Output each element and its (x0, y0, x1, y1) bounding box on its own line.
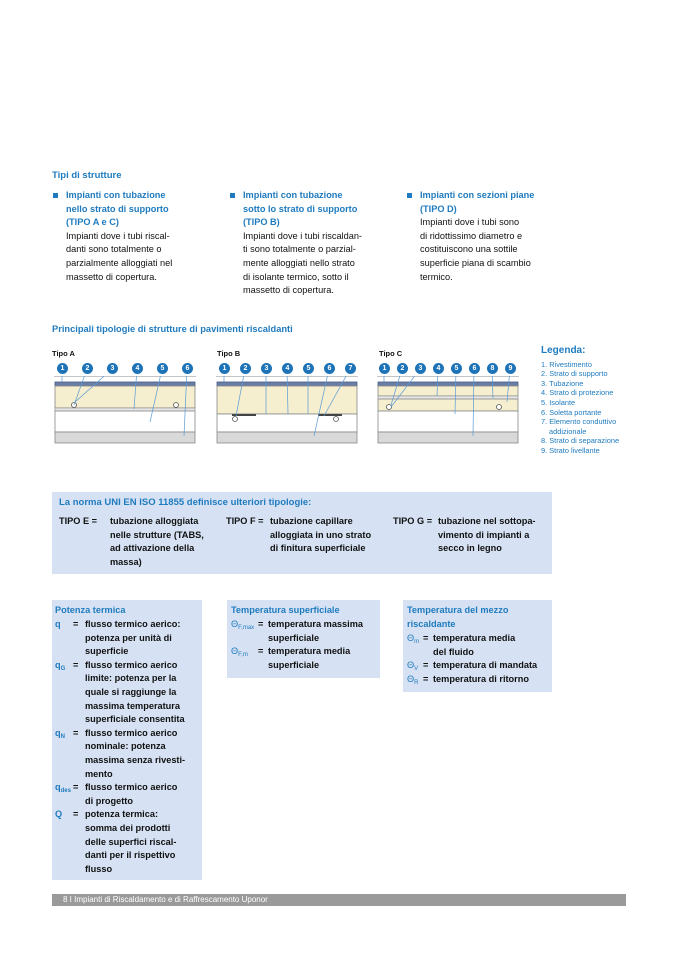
temp-mezzo-row-m: $\Theta_m$ = temperatura media del fluido (407, 633, 516, 657)
legend-item: 9. Strato livellante (541, 445, 600, 455)
marker-3: 3 (107, 363, 118, 374)
legend (541, 346, 619, 456)
diagram-label-c: Tipo C (379, 349, 403, 358)
marker-2: 2 (82, 363, 93, 374)
norma-title: La norma UNI EN ISO 11855 definisce ulteriori tipologie: (59, 497, 312, 508)
marker-5: 5 (157, 363, 168, 374)
temp-mezzo-row-v: $\Theta_V$ = temperatura di mandata (407, 660, 538, 673)
footer-text: 8 I Impianti di Riscaldamento e di Raffrescamento Uponor (63, 895, 268, 904)
potenza-row-qdes: $q_{des}$ = flusso termico aerico di progetto (55, 782, 178, 806)
marker-4: 4 (132, 363, 143, 374)
temp-sup-box (227, 600, 380, 678)
diagram-label-a: Tipo A (52, 349, 75, 358)
diagram-label-b: Tipo B (217, 349, 241, 358)
page-footer (52, 894, 626, 906)
potenza-row-q: q = flusso termico aerico: potenza per unità di superficie (55, 619, 181, 657)
marker-3: 3 (261, 363, 272, 374)
marker-9: 9 (505, 363, 516, 374)
potenza-row-qn: $q_N$ = flusso termico aerico nominale: potenza massima senza rivesti- mento (55, 727, 186, 779)
marker-7: 7 (345, 363, 356, 374)
legend-item: addizionale (549, 426, 587, 436)
legend-item: 8. Strato di separazione (541, 436, 620, 446)
legend-item: 4. Strato di protezione (541, 388, 614, 398)
section-title-tipologie: Principali tipologie di strutture di pavimenti riscaldanti (52, 324, 293, 334)
temp-sup-title: Temperatura superficiale (231, 605, 340, 615)
legend-item: 5. Isolante (541, 397, 576, 407)
floor-diagram-a (54, 376, 196, 444)
marker-4: 4 (282, 363, 293, 374)
temp-mezzo-box (403, 600, 552, 692)
potenza-row-qg: $q_G$ = flusso termico aerico limite: potenza per la quale si raggiunge la massima temperatura superficiale consentita (55, 659, 185, 725)
section-title-tipi: Tipi di strutture (52, 170, 122, 181)
column-tipo-d: Impianti con sezioni piane (TIPO D) Impianti dove i tubi sono di ridottissimo diametro e costituiscono una sottile superficie piana di scambio termico. (420, 189, 580, 284)
potenza-title: Potenza termica (55, 605, 126, 615)
marker-6: 6 (469, 363, 480, 374)
temp-mezzo-title: Temperatura del mezzo riscaldante (407, 605, 509, 629)
marker-5: 5 (451, 363, 462, 374)
marker-1: 1 (57, 363, 68, 374)
floor-diagram-b (216, 376, 358, 444)
marker-6: 6 (182, 363, 193, 374)
legend-item: 2. Strato di supporto (541, 369, 608, 379)
legend-item: 3. Tubazione (541, 378, 584, 388)
column-tipo-a-c: Impianti con tubazione nello strato di supporto (TIPO A e C) Impianti dove i tubi riscal- danti sono totalmente o parzialmente alloggiati nel massetto di copertura. (66, 189, 226, 284)
legend-item: 6. Soletta portante (541, 407, 602, 417)
marker-2: 2 (240, 363, 251, 374)
legend-item: 1. Rivestimento (541, 359, 592, 369)
legend-title: Legenda: (541, 345, 586, 356)
marker-2: 2 (397, 363, 408, 374)
bullet-icon (53, 193, 58, 198)
legend-item: 7. Elemento conduttivo (541, 417, 617, 427)
floor-diagram-c (377, 376, 519, 444)
column-tipo-b: Impianti con tubazione sotto lo strato di supporto (TIPO B) Impianti dove i tubi riscaldan- ti sono totalmente o parzial- mente alloggiati nello strato di isolante termico, sotto il massetto di copertura. (243, 189, 403, 298)
potenza-row-Q: Q = potenza termica: somma dei prodotti delle superfici riscal- danti per il rispettivo flusso (55, 809, 177, 874)
bullet-icon (230, 193, 235, 198)
marker-1: 1 (219, 363, 230, 374)
norma-box: La norma UNI EN ISO 11855 definisce ulteriori tipologie: TIPO E = tubazione alloggiata nelle strutture (TABS, ad attivazione della massa) TIPO F = tubazione capillare alloggiata in uno strato di finitura superficiale TIPO G = tubazione nel sottopa- vimento di impianti a secco in legno (52, 492, 552, 574)
marker-5: 5 (303, 363, 314, 374)
temp-sup-row-m: $\Theta_{F,m}$ = temperatura media superficiale (231, 646, 351, 670)
temp-mezzo-row-r: $\Theta_R$ = temperatura di ritorno (407, 673, 529, 686)
marker-3: 3 (415, 363, 426, 374)
marker-4: 4 (433, 363, 444, 374)
temp-sup-row-max: $\Theta_{F,max}$ = temperatura massima superficiale (231, 619, 363, 643)
bullet-icon (407, 193, 412, 198)
marker-8: 8 (487, 363, 498, 374)
marker-6: 6 (324, 363, 335, 374)
marker-1: 1 (379, 363, 390, 374)
potenza-box (52, 600, 202, 880)
